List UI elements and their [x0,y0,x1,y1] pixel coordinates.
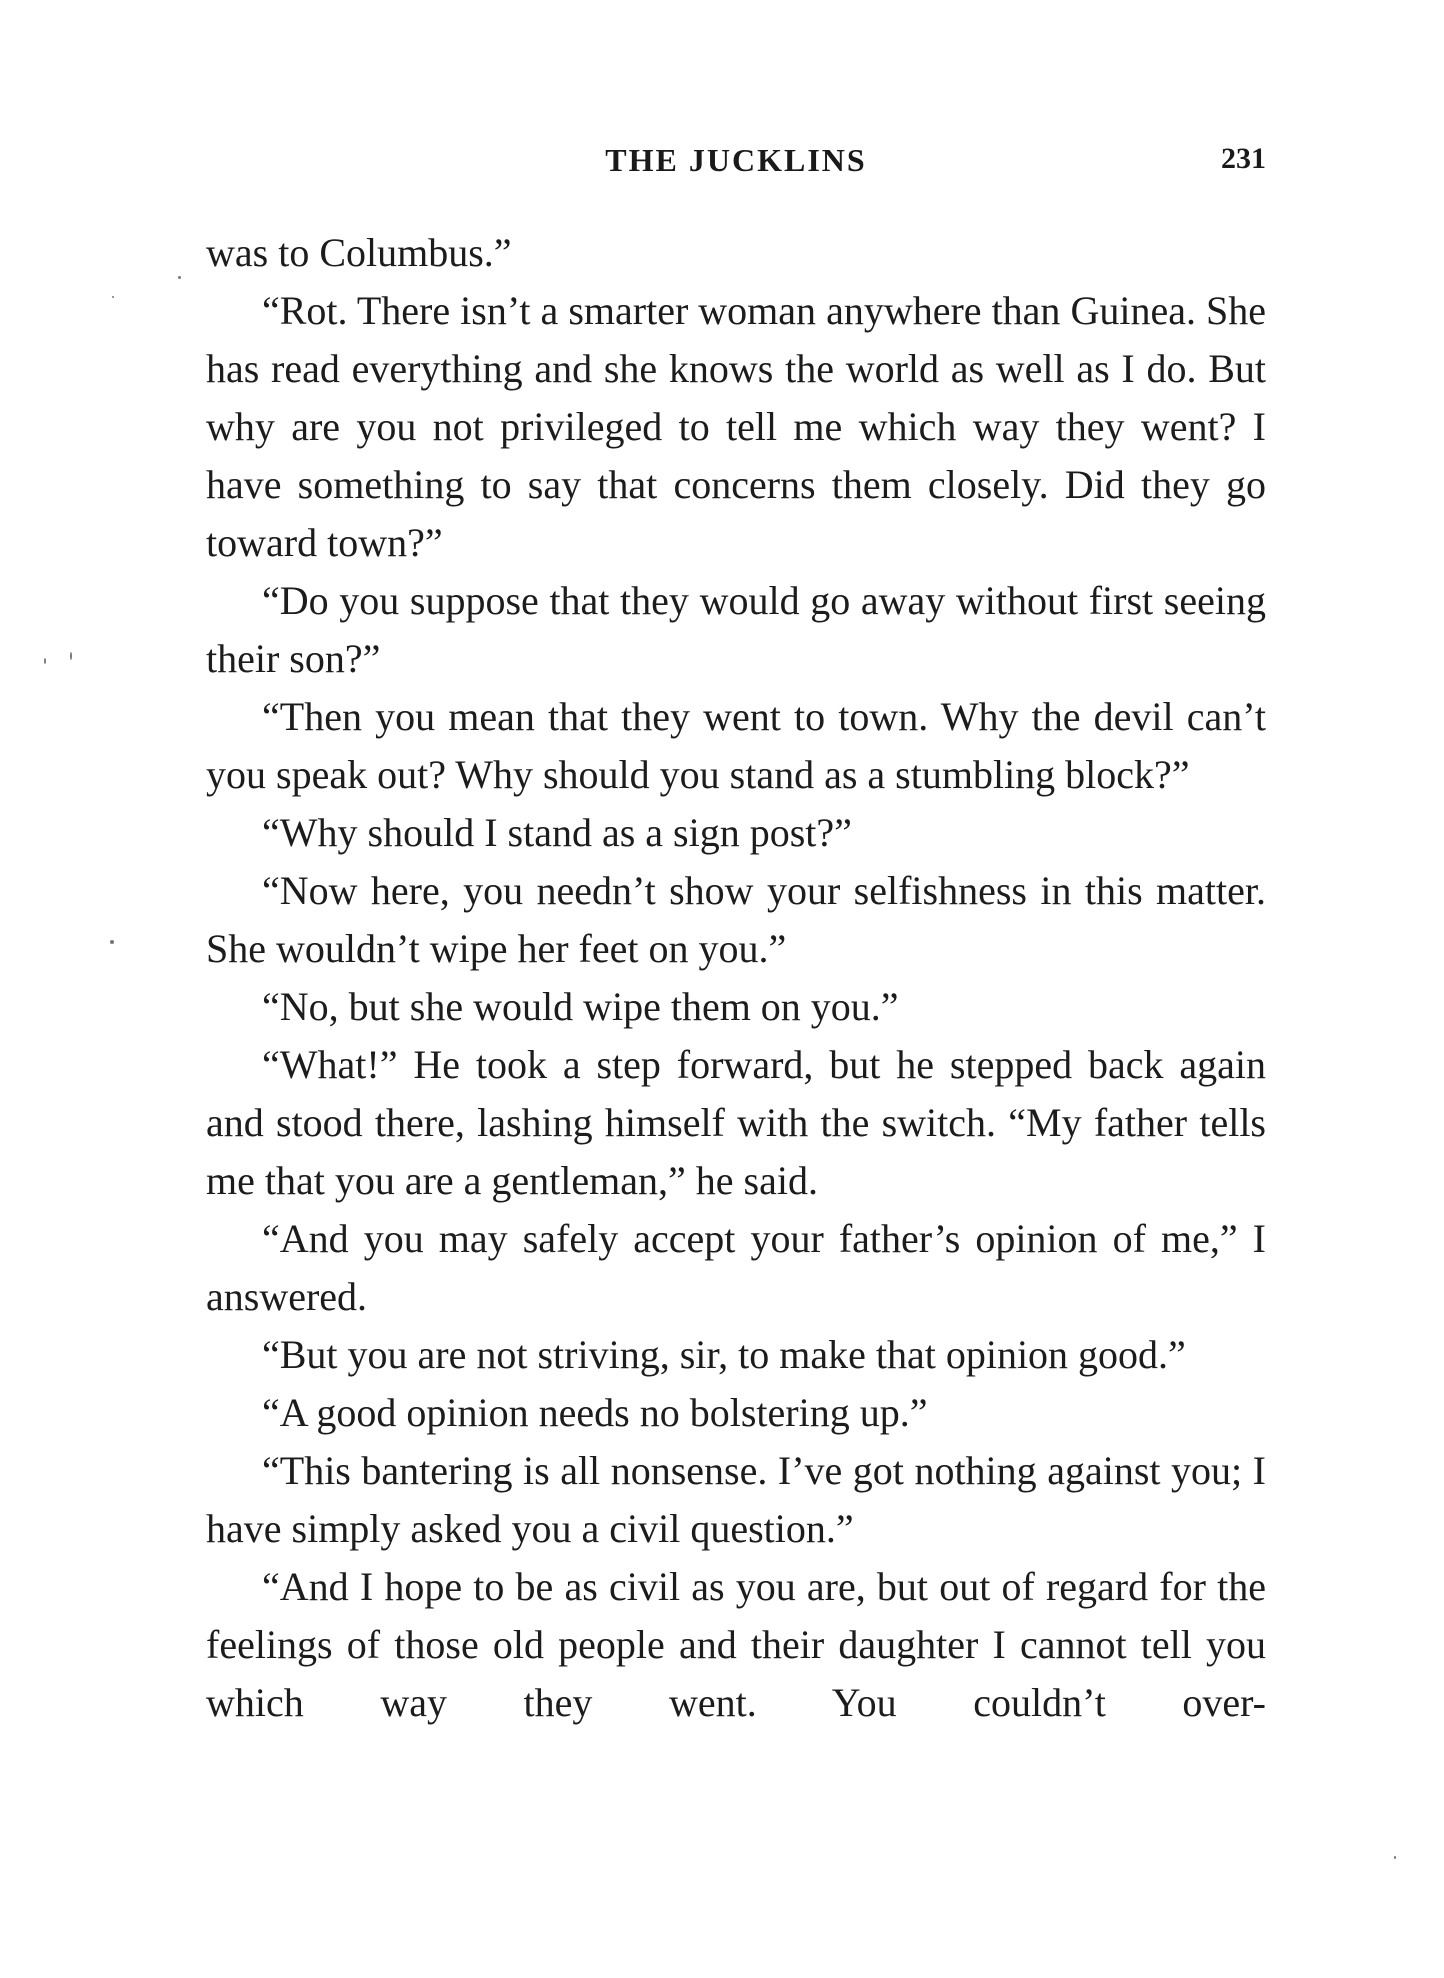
paragraph: “Why should I stand as a sign post?” [262,810,852,855]
scan-speck [110,940,114,944]
paragraph: was to Columbus.” [206,230,512,275]
paragraph: “And I hope to be as civil as you are, but out of regard for the feelings of those old people and their daughter I cannot tell you which way they went. You couldn’t over- [206,1564,1266,1725]
paragraph: “A good opinion needs no bolstering up.” [262,1390,928,1435]
scan-speck [70,652,72,660]
paragraph: “What!” He took a step forward, but he stepped back again and stood there, lashing himself with the switch. “My father tells me that you are a gentleman,” he said. [206,1042,1266,1203]
scan-speck [178,276,181,279]
paragraph: “But you are not striving, sir, to make that opinion good.” [262,1332,1186,1377]
page-number: 231 [1221,142,1266,175]
paragraph: “This bantering is all nonsense. I’ve got nothing against you; I have simply asked you a civil question.” [206,1448,1266,1551]
paragraph: “Do you suppose that they would go away without first seeing their son?” [206,578,1266,681]
paragraph: “Now here, you needn’t show your selfishness in this matter. She wouldn’t wipe her feet on you.” [206,868,1266,971]
paragraph: “No, but she would wipe them on you.” [262,984,899,1029]
paragraph: “Rot. There isn’t a smarter woman anywhere than Guinea. She has read everything and she knows the world as well as I do. But why are you not privileged to tell me which way they went? I have something to say that concerns them closely. Did they go toward town?” [206,288,1266,565]
scan-speck [112,296,114,298]
paragraph: “And you may safely accept your father’s opinion of me,” I answered. [206,1216,1266,1319]
scan-speck [1394,1856,1396,1859]
running-title: THE JUCKLINS [605,142,867,178]
body-text [206,224,1266,1732]
scan-speck [44,658,46,664]
running-head [206,142,1266,186]
paragraph: “Then you mean that they went to town. Why the devil can’t you speak out? Why should you stand as a stumbling block?” [206,694,1266,797]
